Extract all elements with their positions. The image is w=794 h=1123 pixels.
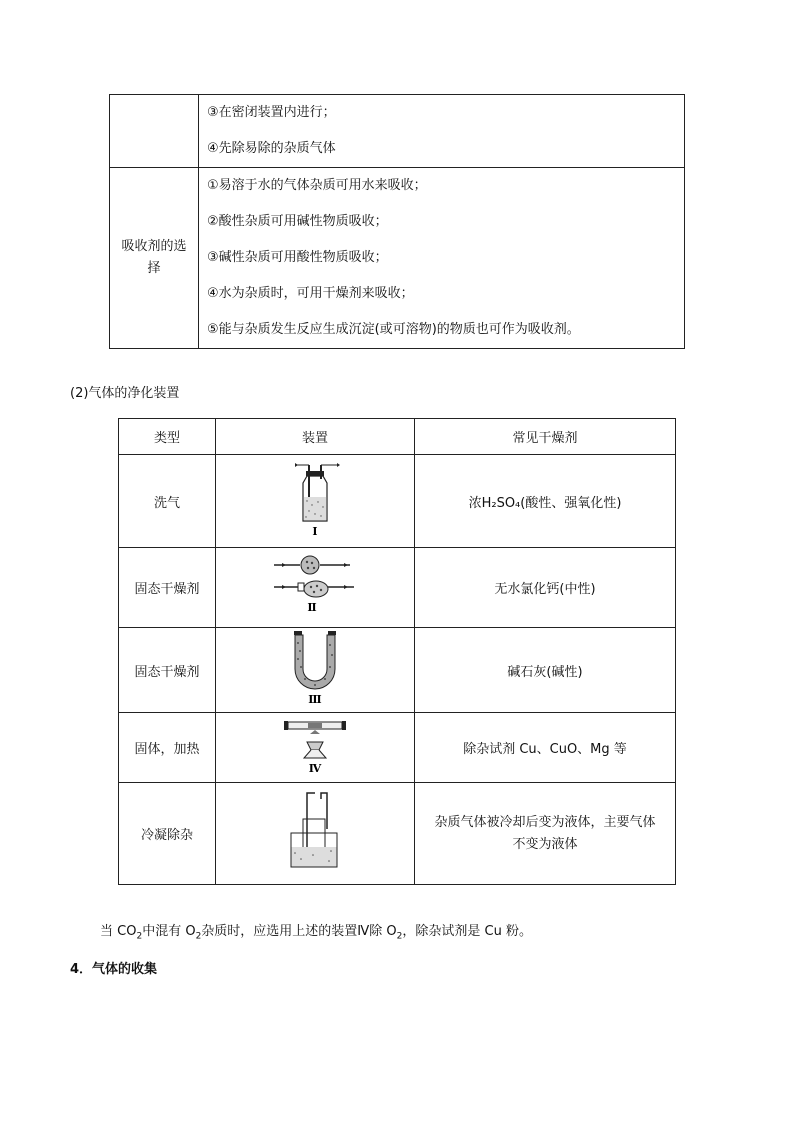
absorbent-choice-label: 吸收剂的选择 <box>110 168 199 349</box>
principle-item: ④先除易除的杂质气体 <box>207 141 336 156</box>
apparatus-label: Ⅲ <box>308 693 322 706</box>
purification-table <box>118 418 676 885</box>
apparatus-cell <box>216 713 415 783</box>
heated-tube-icon <box>280 716 350 776</box>
absorbent-table-empty-cell <box>110 95 199 168</box>
row-type: 固体，加热 <box>119 713 216 783</box>
absorbent-choice-cell <box>199 168 685 349</box>
header-drying-agent: 常见干燥剂 <box>415 419 676 455</box>
row-type: 固态干燥剂 <box>119 628 216 713</box>
absorbent-item: ③碱性杂质可用酸性物质吸收； <box>207 250 388 265</box>
absorbent-item: ⑤能与杂质发生反应生成沉淀(或可溶物)的物质也可作为吸收剂。 <box>207 322 580 337</box>
gas-washing-bottle-icon <box>285 459 345 539</box>
absorbent-table-principles-cell <box>199 95 685 168</box>
drying-agent: 浓H₂SO₄(酸性、强氧化性) <box>415 455 676 548</box>
absorbent-item: ②酸性杂质可用碱性物质吸收； <box>207 214 388 229</box>
apparatus-label: Ⅳ <box>308 761 322 775</box>
header-apparatus: 装置 <box>216 419 415 455</box>
drying-tube-icon <box>270 553 360 619</box>
section-heading-purification: (2)气体的净化装置 <box>70 386 180 401</box>
absorbent-table <box>109 94 685 349</box>
condenser-beaker-icon <box>285 789 345 875</box>
absorbent-item: ④水为杂质时，可用干燥剂来吸收； <box>207 286 414 301</box>
principle-item: ③在密闭装置内进行； <box>207 105 336 120</box>
apparatus-cell <box>216 628 415 713</box>
drying-agent: 除杂试剂 Cu、CuO、Mg 等 <box>415 713 676 783</box>
u-tube-icon <box>285 629 345 707</box>
drying-agent: 杂质气体被冷却后变为液体，主要气体 不变为液体 <box>415 783 676 885</box>
apparatus-cell <box>216 548 415 628</box>
absorbent-item: ①易溶于水的气体杂质可用水来吸收； <box>207 178 427 193</box>
apparatus-cell <box>216 783 415 885</box>
drying-agent: 无水氯化钙(中性) <box>415 548 676 628</box>
header-type: 类型 <box>119 419 216 455</box>
apparatus-label: Ⅱ <box>307 600 317 614</box>
apparatus-label: Ⅰ <box>312 525 318 538</box>
apparatus-cell <box>216 455 415 548</box>
row-type: 洗气 <box>119 455 216 548</box>
section-heading-collection: 4．气体的收集 <box>70 962 158 977</box>
note-paragraph: 当 $CO_2$中混有 $O_2$杂质时，应选用上述的装置Ⅳ除 $O_2$，除杂试剂是 Cu 粉。 <box>100 924 532 942</box>
row-type: 固态干燥剂 <box>119 548 216 628</box>
drying-agent: 碱石灰(碱性) <box>415 628 676 713</box>
row-type: 冷凝除杂 <box>119 783 216 885</box>
